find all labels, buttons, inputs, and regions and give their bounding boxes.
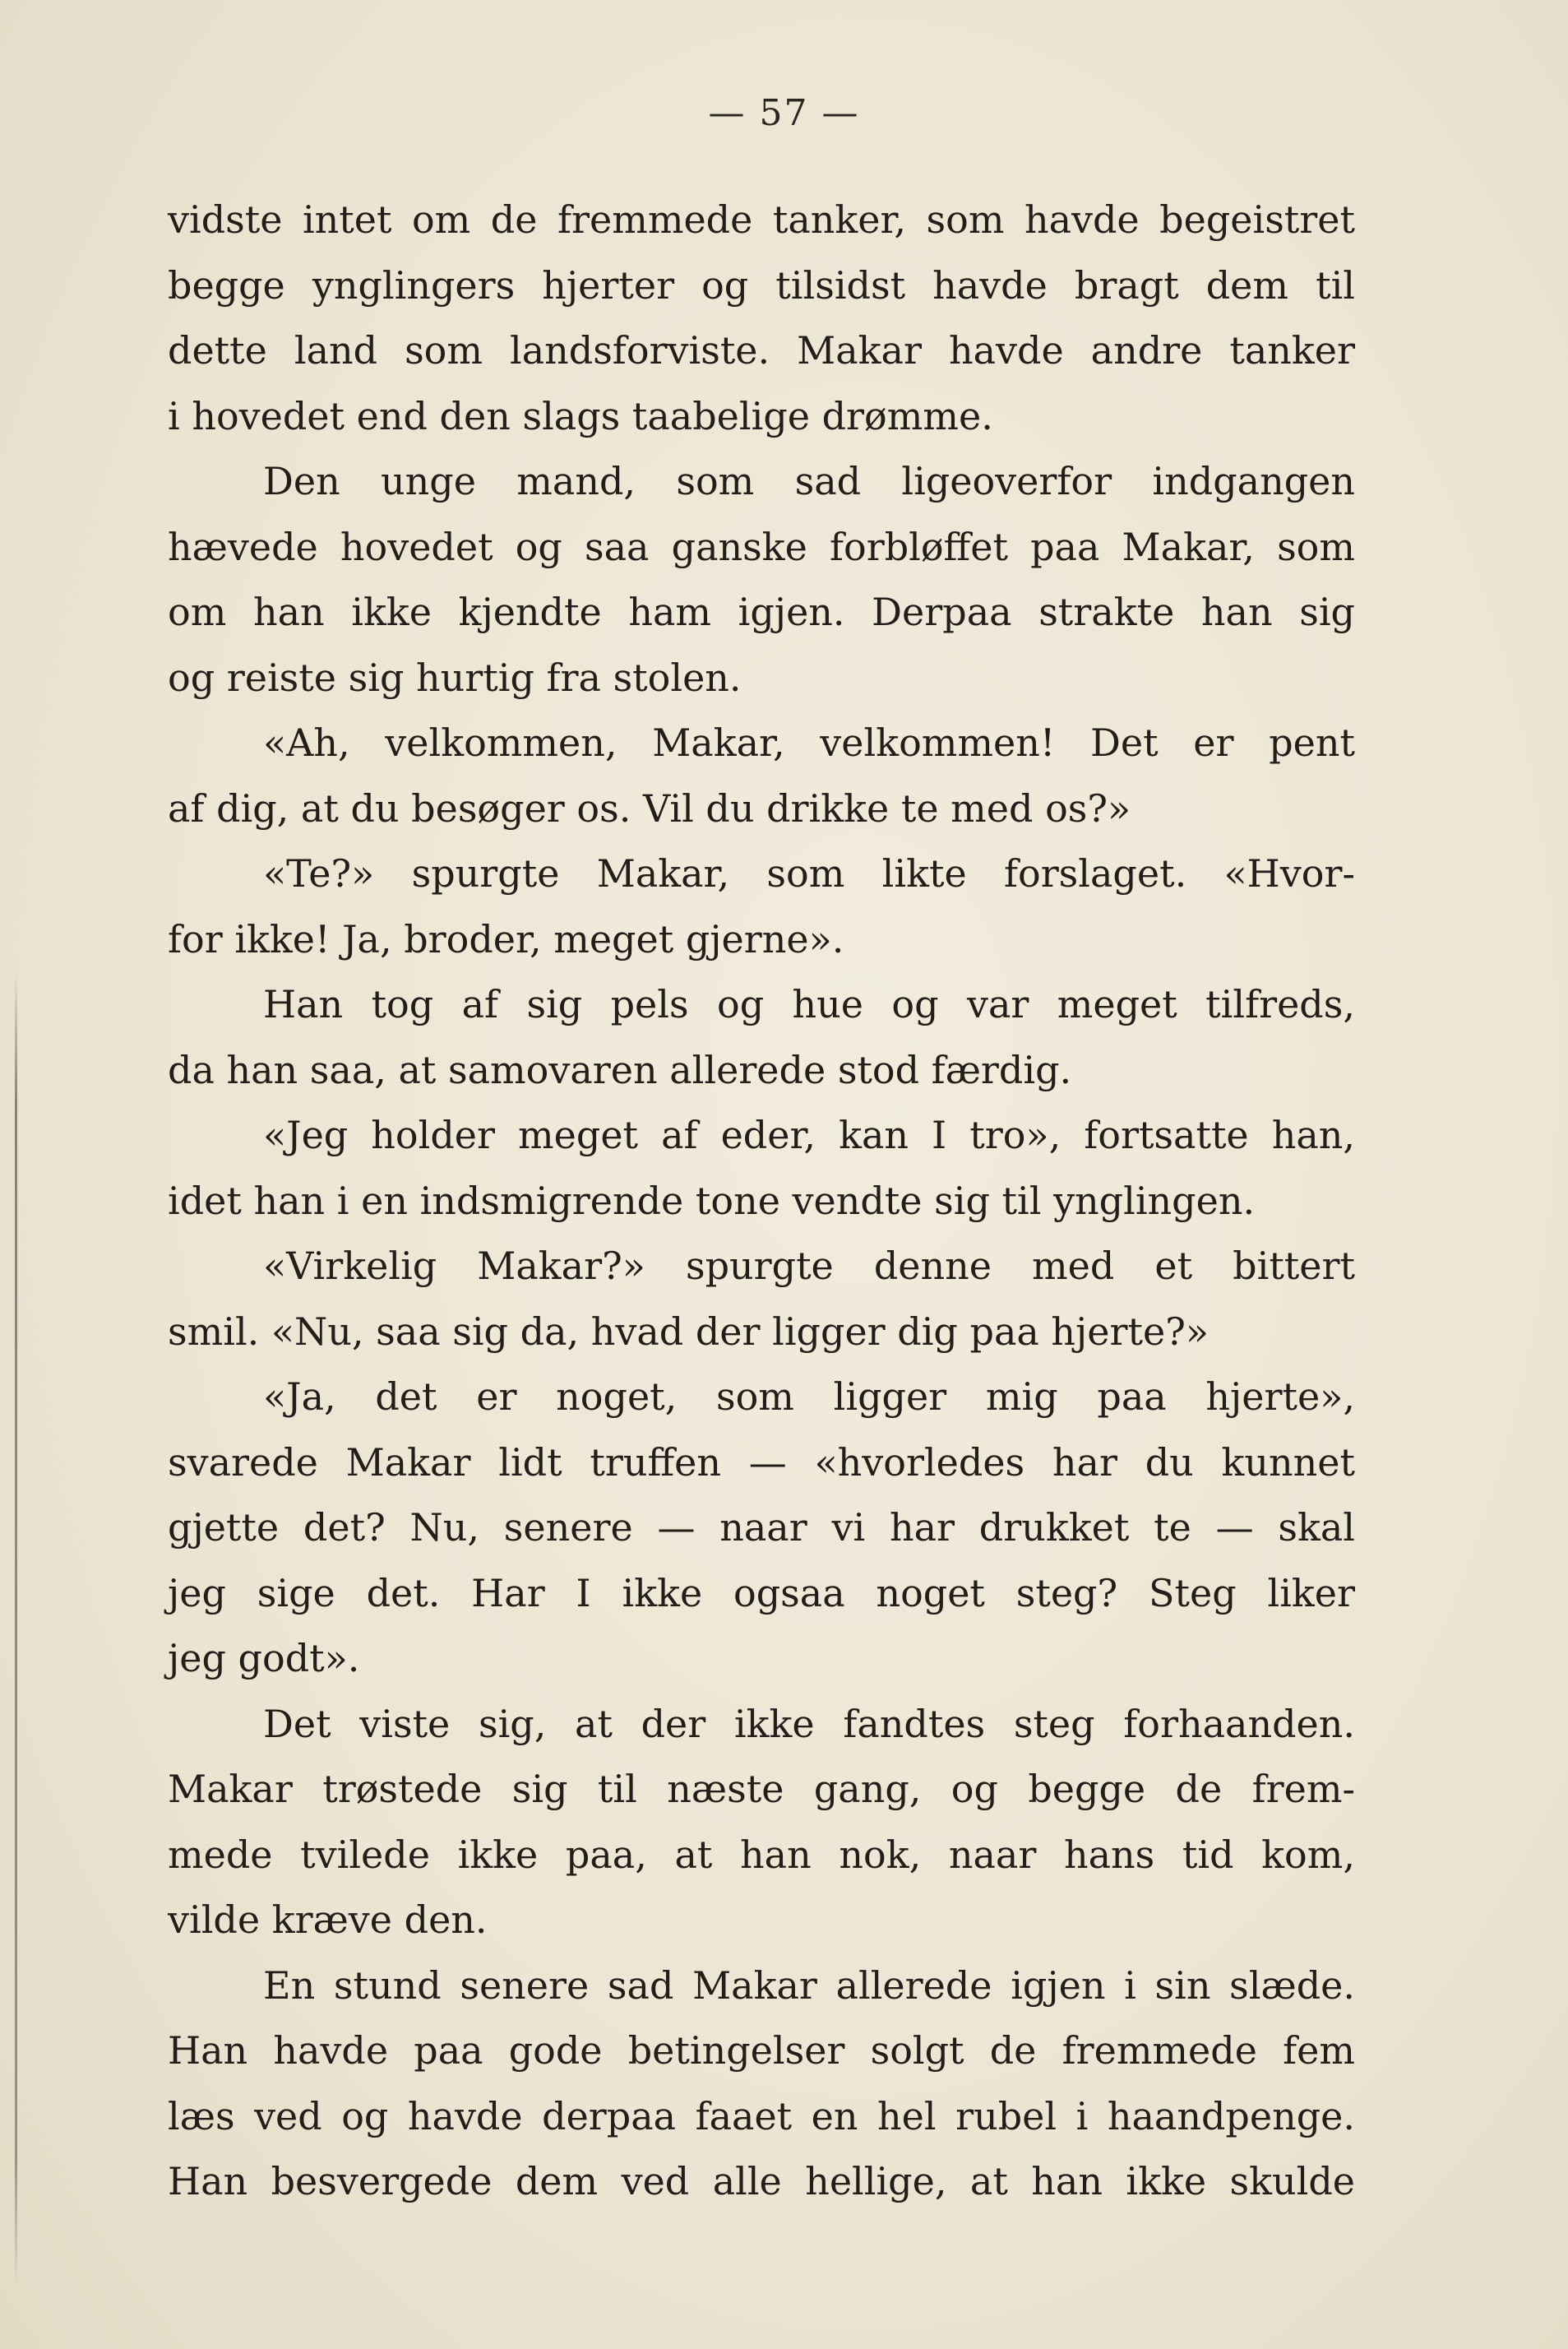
- text-line: om han ikke kjendte ham igjen. Derpaa strakte han sig: [168, 590, 1355, 634]
- text-line: Han besvergede dem ved alle hellige, at han ikke skulde: [168, 2159, 1355, 2203]
- text-line: gjette det? Nu, senere — naar vi har drukket te — skal: [168, 1505, 1355, 1550]
- text-line: mede tvilede ikke paa, at han nok, naar hans tid kom,: [168, 1832, 1355, 1877]
- text-line: «Ah, velkommen, Makar, velkommen! Det er pent: [263, 720, 1355, 765]
- text-line: og reiste sig hurtig fra stolen.: [168, 655, 742, 700]
- text-line: læs ved og havde derpaa faaet en hel rubel i haandpenge.: [168, 2093, 1355, 2138]
- text-line: Han havde paa gode betingelser solgt de fremmede fem: [168, 2028, 1355, 2073]
- text-line: smil. «Nu, saa sig da, hvad der ligger dig paa hjerte?»: [168, 1309, 1210, 1354]
- text-line: i hovedet end den slags taabelige drømme.: [168, 393, 993, 438]
- text-line: hævede hovedet og saa ganske forbløffet paa Makar, som: [168, 524, 1355, 569]
- text-line: «Jeg holder meget af eder, kan I tro», fortsatte han,: [263, 1113, 1355, 1157]
- body-text: [168, 188, 1355, 2215]
- text-line: Det viste sig, at der ikke fandtes steg forhaanden.: [263, 1701, 1355, 1746]
- text-line: for ikke! Ja, broder, meget gjerne».: [168, 916, 844, 961]
- page-binding-edge: [15, 971, 17, 2286]
- text-line: jeg godt».: [168, 1636, 360, 1680]
- page-number: — 57 —: [708, 92, 860, 134]
- text-line: Den unge mand, som sad ligeoverfor indgangen: [263, 459, 1355, 503]
- text-line: vilde kræve den.: [168, 1897, 488, 1942]
- text-line: begge ynglingers hjerter og tilsidst havde bragt dem til: [168, 262, 1355, 308]
- text-line: jeg sige det. Har I ikke ogsaa noget steg? Steg liker: [168, 1570, 1355, 1615]
- text-line: vidste intet om de fremmede tanker, som havde begeistret: [168, 197, 1355, 242]
- text-line: dette land som landsforviste. Makar havde andre tanker: [168, 328, 1355, 373]
- text-line: af dig, at du besøger os. Vil du drikke te med os?»: [168, 785, 1131, 831]
- text-line: da han saa, at samovaren allerede stod færdig.: [168, 1047, 1072, 1092]
- text-line: Han tog af sig pels og hue og var meget tilfreds,: [263, 982, 1355, 1026]
- text-line: «Te?» spurgte Makar, som likte forslaget. «Hvor-: [263, 851, 1355, 896]
- text-line: idet han i en indsmigrende tone vendte sig til ynglingen.: [168, 1178, 1256, 1223]
- text-line: En stund senere sad Makar allerede igjen i sin slæde.: [263, 1962, 1355, 2008]
- text-line: «Ja, det er noget, som ligger mig paa hjerte»,: [263, 1374, 1355, 1419]
- text-line: Makar trøstede sig til næste gang, og begge de frem-: [168, 1767, 1355, 1811]
- text-line: svarede Makar lidt truffen — «hvorledes har du kunnet: [168, 1439, 1355, 1485]
- text-line: «Virkelig Makar?» spurgte denne med et bittert: [263, 1244, 1355, 1288]
